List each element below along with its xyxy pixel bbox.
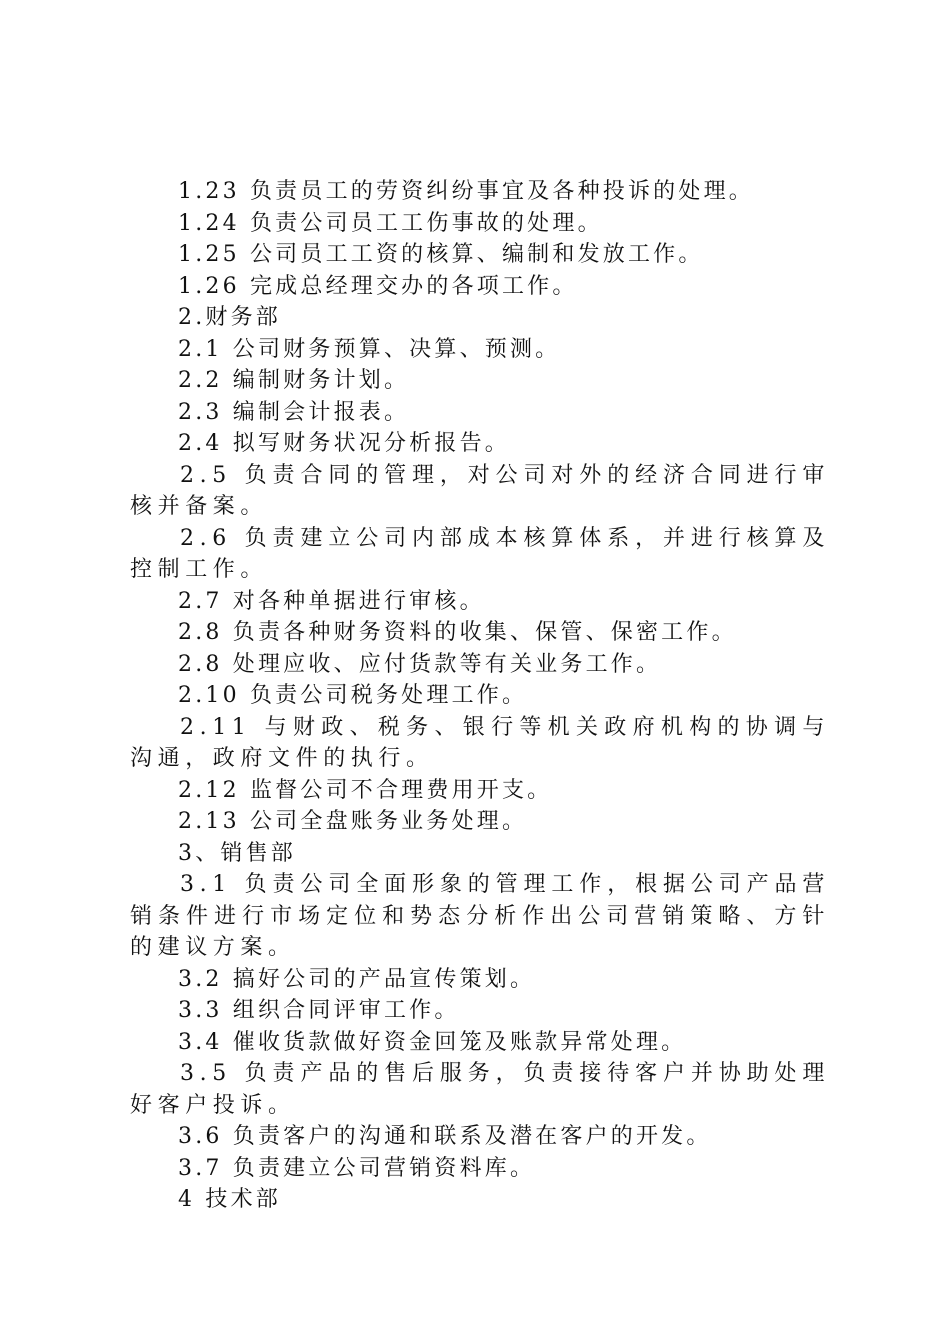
text-line: 3.4 催收货款做好资金回笼及账款异常处理。 — [178, 1029, 687, 1055]
text-line: 2.12 监督公司不合理费用开支。 — [178, 777, 553, 803]
text-line: 2.4 拟写财务状况分析报告。 — [178, 431, 510, 456]
section-heading: 2.财务部 — [178, 305, 281, 330]
text-line: 2.3 编制会计报表。 — [178, 399, 410, 425]
text-line: 3.7 负责建立公司营销资料库。 — [178, 1155, 536, 1181]
text-line: 1.24 负责公司员工工伤事故的处理。 — [178, 210, 603, 236]
text-line: 2.2 编制财务计划。 — [178, 368, 410, 393]
text-line: 2.13 公司全盘账务业务处理。 — [178, 809, 528, 834]
text-line: 2.10 负责公司税务处理工作。 — [178, 683, 528, 708]
text-line: 1.26 完成总经理交办的各项工作。 — [178, 273, 578, 299]
text-paragraph: 3.5 负责产品的售后服务，负责接待客户并协助处理好客户投诉。 — [130, 1061, 830, 1118]
text-paragraph: 2.6 负责建立公司内部成本核算体系，并进行核算及控制工作。 — [130, 525, 830, 582]
text-line: 2.8 处理应收、应付货款等有关业务工作。 — [178, 651, 662, 677]
text-line: 1.25 公司员工工资的核算、编制和发放工作。 — [178, 242, 704, 267]
text-paragraph: 2.5 负责合同的管理，对公司对外的经济合同进行审核并备案。 — [130, 462, 830, 519]
document-body — [130, 176, 830, 1216]
text-line: 3.6 负责客户的沟通和联系及潜在客户的开发。 — [178, 1124, 712, 1149]
text-line: 2.7 对各种单据进行审核。 — [178, 588, 485, 614]
text-line: 3.3 组织合同评审工作。 — [178, 998, 460, 1023]
section-heading: 3、销售部 — [178, 840, 296, 866]
section-heading: 4 技术部 — [178, 1187, 281, 1212]
text-line: 2.8 负责各种财务资料的收集、保管、保密工作。 — [178, 620, 737, 645]
text-paragraph: 2.11 与财政、税务、银行等机关政府机构的协调与沟通，政府文件的执行。 — [130, 714, 830, 771]
text-line: 3.2 搞好公司的产品宣传策划。 — [178, 966, 536, 992]
text-paragraph: 3.1 负责公司全面形象的管理工作，根据公司产品营销条件进行市场定位和势态分析作出公司营销策略、方针的建议方案。 — [130, 872, 830, 960]
text-line: 1.23 负责员工的劳资纠纷事宜及各种投诉的处理。 — [178, 179, 754, 204]
text-line: 2.1 公司财务预算、决算、预测。 — [178, 336, 561, 362]
